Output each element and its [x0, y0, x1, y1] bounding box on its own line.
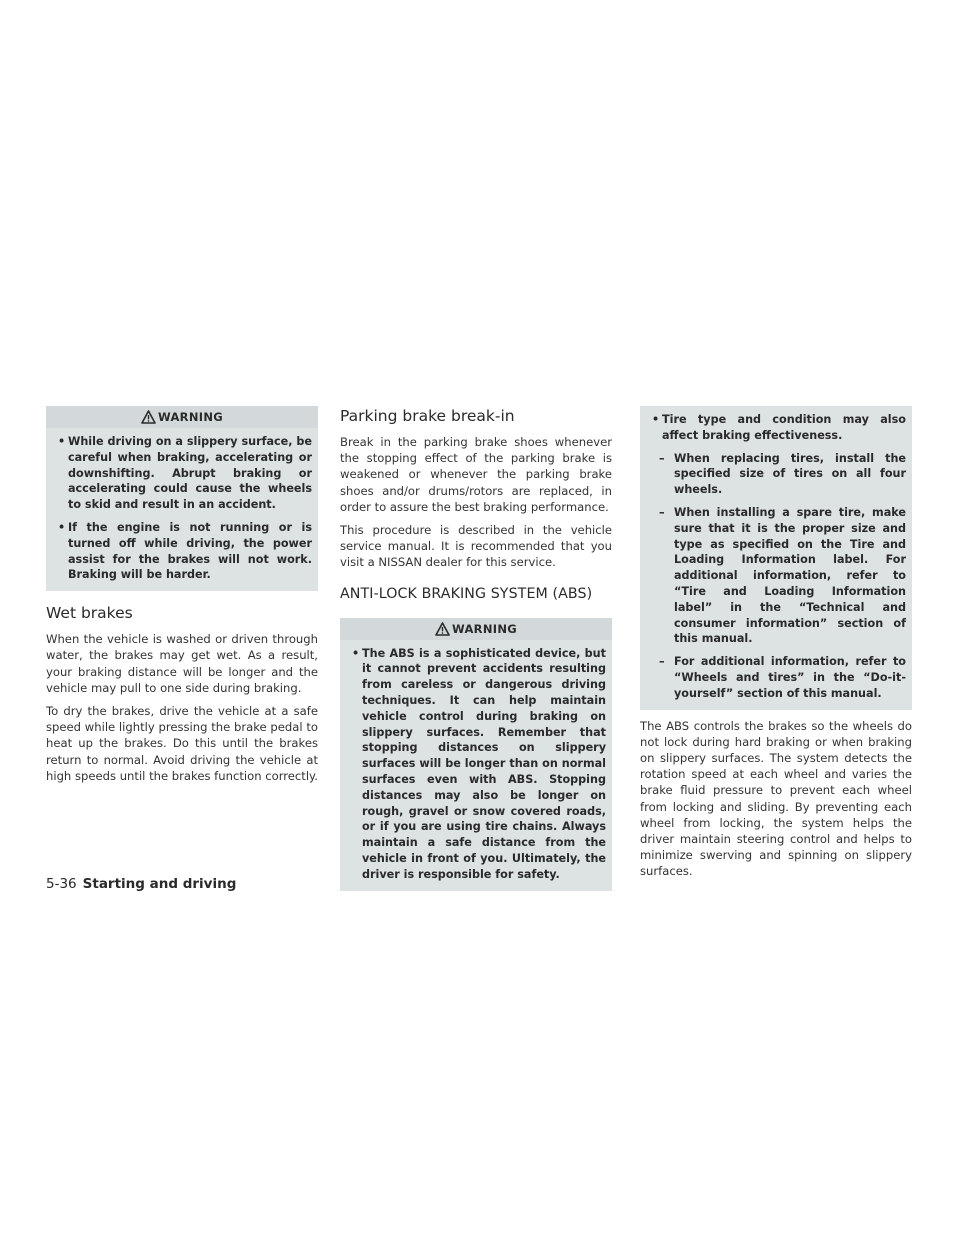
page-footer — [46, 876, 236, 892]
warning-header — [46, 406, 318, 428]
parking-brake-heading: Parking brake break-in — [340, 407, 515, 425]
column-middle — [340, 406, 612, 891]
warning-subitem: – For additional information, refer to “Wheels and tires” in the “Do-it-yourself” section of this manual. — [659, 655, 906, 700]
warning-triangle-icon — [141, 410, 156, 424]
warning-label: WARNING — [452, 621, 517, 636]
abs-description-paragraph: The ABS controls the brakes so the wheels do not lock during hard braking or when braking on slippery surfaces. The system detects the rotation speed at each wheel and varies the brake fluid pressure to prevent each wheel from locking and sliding. By preventing each wheel from locking, the system helps the driver maintain steering control and helps to minimize swerving and spinning on slippery surfaces. — [640, 718, 912, 879]
section-title: Starting and driving — [82, 876, 237, 892]
wet-brakes-paragraph-1: When the vehicle is washed or driven through water, the brakes may get wet. As a result, your braking distance will be longer and the vehicle may pull to one side during braking. — [46, 632, 318, 695]
column-right — [640, 406, 912, 887]
wet-brakes-heading: Wet brakes — [46, 604, 133, 623]
warning-item: • If the engine is not running or is turned off while driving, the power assist for the brakes will not work. Braking will be harder. — [58, 520, 312, 582]
warning-list — [340, 646, 612, 883]
warning-header — [340, 618, 612, 640]
warning-list — [46, 434, 318, 583]
warning-box-slippery — [46, 406, 318, 591]
warning-item: • The ABS is a sophisticated device, but it cannot prevent accidents resulting from careless or dangerous driving techniques. It can help maintain vehicle control during braking on slippery surfaces. Remember that stopping distances on slippery surfaces will be longer than on normal surfaces even with ABS. Stopping distances may also be longer on rough, gravel or snow covered roads, or if you are using tire chains. Always maintain a safe distance from the vehicle in front of you. Ultimately, the driver is responsible for safety. — [352, 646, 606, 881]
abs-heading: ANTI-LOCK BRAKING SYSTEM (ABS) — [340, 585, 593, 602]
warning-item: • Tire type and condition may also affect braking effectiveness. — [652, 413, 906, 442]
warning-subitem: – When replacing tires, install the specified size of tires on all four wheels. — [659, 451, 906, 497]
warning-box-abs — [340, 618, 612, 891]
page-number: 5-36 — [46, 876, 77, 892]
warning-box-tires — [640, 406, 912, 710]
warning-subitem: – When installing a spare tire, make sure that it is the proper size and type as specified on the Tire and Loading Information label. For additional information, refer to “Tire and Loading Information label” in the “Technical and consumer information” section of this manual. — [659, 505, 906, 646]
wet-brakes-paragraph-2: To dry the brakes, drive the vehicle at a safe speed while lightly pressing the brake pedal to heat up the brakes. Do this until the brakes return to normal. Avoid driving the vehicle at high speeds until the brakes function correctly. — [46, 703, 318, 783]
warning-label: WARNING — [158, 410, 223, 424]
warning-item: • While driving on a slippery surface, be careful when braking, accelerating or downshifting. Abrupt braking or accelerating could cause the wheels to skid and result in an accident. — [58, 435, 312, 512]
warning-list — [640, 412, 912, 702]
parking-brake-paragraph-2: This procedure is described in the vehicle service manual. It is recommended that you visit a NISSAN dealer for this service. — [340, 523, 612, 570]
warning-triangle-icon — [435, 622, 450, 636]
parking-brake-paragraph-1: Break in the parking brake shoes whenever the stopping effect of the parking brake is weakened or whenever the parking brake shoes and/or drums/rotors are replaced, in order to assure the best braking performance. — [340, 435, 612, 514]
column-left — [46, 406, 318, 791]
